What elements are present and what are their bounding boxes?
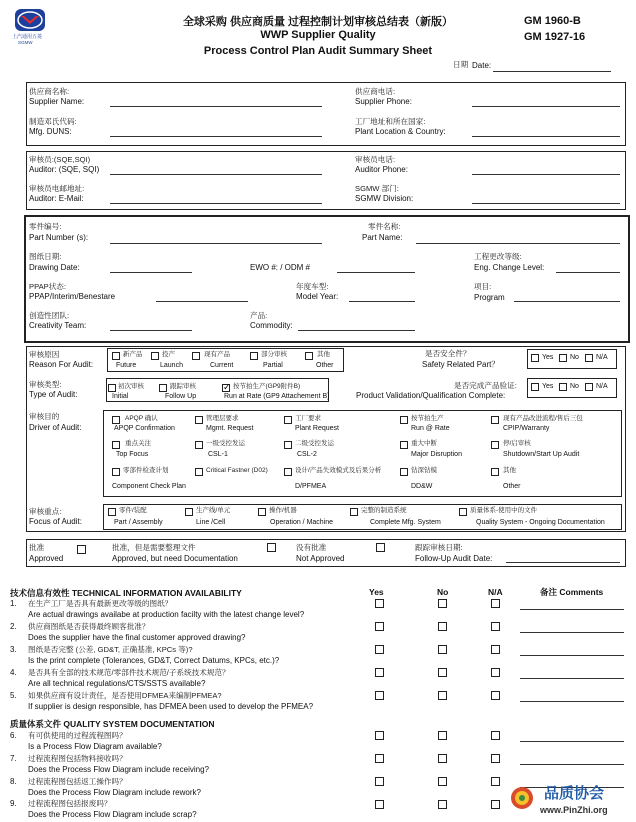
driver-apqp-checkbox[interactable] <box>112 416 120 424</box>
tech-row-4-yes[interactable] <box>375 668 384 677</box>
safety-label: Safety Related Part？ <box>422 360 500 369</box>
model-year-label: Model Year: <box>296 292 339 301</box>
quality-row-9-no[interactable] <box>438 800 447 809</box>
quality-row-9-number: 9. <box>10 799 17 808</box>
driver-ddw-checkbox[interactable] <box>400 468 408 476</box>
duns-field[interactable] <box>110 136 322 137</box>
driver-top-focus-label-cn: 重点关注 <box>125 440 151 447</box>
auditor-email-label: Auditor: E-Mail: <box>29 194 84 203</box>
ppap-label: PPAP/Interim/Benestare <box>29 292 116 301</box>
tech-row-5-comment[interactable] <box>520 701 624 702</box>
logo-en: SGMW <box>18 40 33 45</box>
duns-label: Mfg. DUNS: <box>29 127 72 136</box>
auditor-email-field[interactable] <box>110 203 322 204</box>
commodity-label-cn: 产品: <box>250 311 268 320</box>
approved-label-cn: 批准 <box>29 543 45 552</box>
auditor-phone-label-cn: 审核员电话: <box>355 155 396 164</box>
type-label-cn: 审核类型: <box>29 380 62 389</box>
team-label: Creativity Team: <box>29 321 87 330</box>
eng-change-label-cn: 工程更改等级: <box>474 252 522 261</box>
safety-na-checkbox[interactable] <box>585 354 593 362</box>
quality-row-7-en: Does the Process Flow Diagram include receiving? <box>28 765 209 774</box>
program-label-cn: 项目: <box>474 282 492 291</box>
tech-row-2-number: 2. <box>10 622 17 631</box>
focus-line-label: Line /Cell <box>196 519 226 526</box>
col-yes-header: Yes <box>369 587 384 597</box>
focus-label: Focus of Audit: <box>29 517 82 526</box>
auditor-phone-field[interactable] <box>472 174 620 175</box>
approved-doc-label-cn: 批准，但是需要整理文件 <box>112 543 196 552</box>
commodity-field[interactable] <box>298 330 415 331</box>
safety-label-cn: 是否安全件？ <box>425 349 471 358</box>
driver-csl1-label: CSL-1 <box>208 451 228 458</box>
reason-future-label: Future <box>116 362 137 369</box>
driver-dpfmea-label-cn: 设计/产品失效模式及后果分析 <box>295 467 382 474</box>
plant-location-label: Plant Location & Country: <box>355 127 446 136</box>
type-label: Type of Audit: <box>29 390 78 399</box>
driver-component-check-checkbox[interactable] <box>112 468 120 476</box>
tech-row-2-no[interactable] <box>438 622 447 631</box>
driver-csl2-checkbox[interactable] <box>284 441 292 449</box>
quality-section-title: 质量体系文件 QUALITY SYSTEM DOCUMENTATION <box>10 719 215 729</box>
type-followup-label-cn: 跟踪审核 <box>170 383 196 390</box>
focus-mfg-system-label: Complete Mfg. System <box>370 519 441 526</box>
driver-csl1-checkbox[interactable] <box>195 441 203 449</box>
driver-dpfmea-label: D/PFMEA <box>295 483 327 490</box>
tech-row-3-number: 3. <box>10 645 17 654</box>
tech-row-1-na[interactable] <box>491 599 500 608</box>
supplier-name-label-cn: 供应商名称: <box>29 87 70 96</box>
quality-row-6-comment[interactable] <box>520 741 624 742</box>
driver-other-label-cn: 其他 <box>503 467 516 474</box>
driver-csl2-label-cn: 二级受控发运 <box>295 440 334 447</box>
tech-row-2-en: Does the supplier have the final customer approved drawing? <box>28 633 246 642</box>
tech-row-5-no[interactable] <box>438 691 447 700</box>
plant-location-field[interactable] <box>472 136 620 137</box>
title-en-2: Process Control Plan Audit Summary Sheet <box>203 45 433 57</box>
tech-row-5-na[interactable] <box>491 691 500 700</box>
part-name-label-cn: 零件名称: <box>368 222 401 231</box>
driver-cpip-label-cn: 现有产品改进流程/售后三包 <box>503 415 583 422</box>
watermark-url: www.PinZhi.org <box>540 805 608 815</box>
reason-future-checkbox[interactable] <box>112 352 120 360</box>
not-approved-label: Not Approved <box>296 554 345 563</box>
validation-yes-checkbox[interactable] <box>531 383 539 391</box>
driver-disruption-label-cn: 重大中断 <box>411 440 437 447</box>
quality-row-8-number: 8. <box>10 777 17 786</box>
reason-launch-label-cn: 投产 <box>162 351 175 358</box>
approved-doc-label: Approved, but need Documentation <box>112 554 238 563</box>
driver-csl2-label: CSL-2 <box>297 451 317 458</box>
type-run-at-rate-label: Run at Rate (GP9 Attachement B) <box>224 393 330 400</box>
date-label-en: Date: <box>472 61 492 70</box>
tech-row-4-comment[interactable] <box>520 678 624 679</box>
quality-row-9-yes[interactable] <box>375 800 384 809</box>
type-followup-label: Follow Up <box>165 393 197 400</box>
tech-row-5-cn: 如果供应商有设计责任，是否使用DFMEA来编制PFMEA? <box>28 691 222 700</box>
quality-row-9-en: Does the Process Flow Diagram include scrap? <box>28 810 197 819</box>
ppap-field[interactable] <box>156 301 248 302</box>
tech-row-3-cn: 图纸是否完整 (公差, GD&T, 正确基准, KPCs 等)? <box>28 645 193 654</box>
driver-mgmt-checkbox[interactable] <box>195 416 203 424</box>
program-label: Program <box>474 293 505 302</box>
auditor-section <box>26 151 626 210</box>
tech-row-3-no[interactable] <box>438 645 447 654</box>
division-field[interactable] <box>472 203 620 204</box>
supplier-name-field[interactable] <box>110 106 322 107</box>
drawing-date-field[interactable] <box>110 272 192 273</box>
driver-label: Driver of Audit: <box>29 423 82 432</box>
quality-row-7-cn: 过程流程图包括物料接收吗？ <box>28 754 127 763</box>
tech-row-3-na[interactable] <box>491 645 500 654</box>
driver-shutdown-label-cn: 停/启审核 <box>503 440 531 447</box>
reason-launch-checkbox[interactable] <box>151 352 159 360</box>
team-label-cn: 创造性团队: <box>29 311 70 320</box>
quality-row-7-no[interactable] <box>438 754 447 763</box>
team-field[interactable] <box>110 330 192 331</box>
driver-critical-fastner-label: Critical Fastner (D02) <box>206 467 268 474</box>
validation-na-checkbox[interactable] <box>585 383 593 391</box>
col-comments-header: 备注 Comments <box>540 587 604 597</box>
type-initial-label-cn: 初次审核 <box>118 383 144 390</box>
driver-component-check-label: Component Check Plan <box>112 483 186 490</box>
reason-label: Reason For Audit: <box>29 360 94 369</box>
safety-na-label: N/A <box>596 354 608 361</box>
quality-row-6-en: Is a Process Flow Diagram available? <box>28 742 162 751</box>
model-year-field[interactable] <box>349 301 415 302</box>
safety-yes-label: Yes <box>542 354 554 361</box>
type-run-at-rate-label-cn: 按节拍生产(GP9附件B) <box>233 383 301 390</box>
followup-date-label-cn: 跟踪审核日期: <box>415 543 463 552</box>
part-name-field[interactable] <box>416 243 620 244</box>
part-name-label: Part Name: <box>362 233 403 242</box>
focus-mfg-system-label-cn: 完整的制造系统 <box>361 507 407 514</box>
reason-current-label-cn: 现有产品 <box>204 351 230 358</box>
tech-row-3-comment[interactable] <box>520 655 624 656</box>
driver-run-rate-checkbox[interactable] <box>400 416 408 424</box>
quality-row-7-number: 7. <box>10 754 17 763</box>
tech-row-1-cn: 在生产工厂是否具有最新更改等级的图纸？ <box>28 599 173 608</box>
driver-cpip-checkbox[interactable] <box>491 416 499 424</box>
tech-row-4-no[interactable] <box>438 668 447 677</box>
reason-other-checkbox[interactable] <box>305 352 313 360</box>
type-initial-checkbox[interactable] <box>108 384 116 392</box>
focus-line-checkbox[interactable] <box>185 508 193 516</box>
driver-top-focus-checkbox[interactable] <box>112 441 120 449</box>
tech-row-1-number: 1. <box>10 599 17 608</box>
focus-operation-checkbox[interactable] <box>258 508 266 516</box>
plant-location-label-cn: 工厂地址和所在国家: <box>355 117 426 126</box>
validation-no-checkbox[interactable] <box>559 383 567 391</box>
validation-no-label: No <box>570 383 579 390</box>
focus-quality-system-checkbox[interactable] <box>459 508 467 516</box>
driver-run-rate-label: Run @ Rate <box>411 425 450 432</box>
supplier-name-label: Supplier Name: <box>29 97 85 106</box>
tech-row-4-en: Are all technical regulations/CTS/SSTS available? <box>28 679 206 688</box>
reason-current-label: Current <box>210 362 234 369</box>
tech-row-2-yes[interactable] <box>375 622 384 631</box>
driver-mgmt-label-cn: 管理层要求 <box>206 415 239 422</box>
driver-disruption-checkbox[interactable] <box>400 441 408 449</box>
driver-mgmt-label: Mgmt. Request <box>206 425 254 432</box>
driver-other-label: Other <box>503 483 521 490</box>
auditor-field[interactable] <box>110 174 322 175</box>
part-number-field[interactable] <box>110 243 322 244</box>
driver-csl1-label-cn: 一级受控发运 <box>206 440 245 447</box>
type-initial-label: Initial <box>112 393 129 400</box>
validation-na-label: N/A <box>596 383 608 390</box>
followup-date-label: Follow-Up Audit Date: <box>415 554 493 563</box>
driver-ddw-label-cn: 钻深钻模 <box>411 467 437 474</box>
driver-ddw-label: DD&W <box>411 483 433 490</box>
validation-yes-label: Yes <box>542 383 554 390</box>
part-number-label-cn: 零件编号: <box>29 222 62 231</box>
safety-no-label: No <box>570 354 579 361</box>
reason-partial-label: Partial <box>263 362 283 369</box>
reason-label-cn: 审核原因 <box>29 350 60 359</box>
drawing-date-label: Drawing Date: <box>29 263 80 272</box>
driver-cpip-label: CPIP/Warranty <box>503 425 550 432</box>
validation-label-cn: 是否完成产品验证: <box>454 381 517 390</box>
quality-row-6-number: 6. <box>10 731 17 740</box>
eng-change-field[interactable] <box>556 272 620 273</box>
driver-component-check-label-cn: 零部件检查计划 <box>123 467 169 474</box>
auditor-email-label-cn: 审核员电邮地址: <box>29 184 85 193</box>
driver-top-focus-label: Top Focus <box>116 451 149 458</box>
part-section <box>24 215 630 343</box>
supplier-phone-label: Supplier Phone: <box>355 97 412 106</box>
tech-row-1-yes[interactable] <box>375 599 384 608</box>
type-run-at-rate-checkbox[interactable] <box>222 384 230 392</box>
reason-future-label-cn: 新产品 <box>123 351 143 358</box>
watermark-cn: 品质协会 <box>544 785 605 802</box>
tech-section-title: 技术信息有效性 TECHNICAL INFORMATION AVAILABILITY <box>10 588 242 598</box>
focus-operation-label: Operation / Machine <box>270 519 334 526</box>
not-approved-label-cn: 没有批准 <box>296 543 327 552</box>
driver-shutdown-checkbox[interactable] <box>491 441 499 449</box>
validation-label: Product Validation/Qualification Complete: <box>356 391 506 400</box>
driver-critical-fastner-checkbox[interactable] <box>195 468 203 476</box>
tech-row-1-comment[interactable] <box>520 609 624 610</box>
quality-row-8-cn: 过程流程图包括返工操作吗？ <box>28 777 127 786</box>
quality-row-6-yes[interactable] <box>375 731 384 740</box>
part-number-label: Part Number (s): <box>29 233 89 242</box>
driver-plant-checkbox[interactable] <box>284 416 292 424</box>
quality-row-8-en: Does the Process Flow Diagram include rework? <box>28 788 201 797</box>
auditor-label: Auditor: (SQE, SQI) <box>29 165 100 174</box>
col-no-header: No <box>437 587 449 597</box>
commodity-label: Commodity: <box>250 321 293 330</box>
supplier-phone-field[interactable] <box>472 106 620 107</box>
quality-row-8-yes[interactable] <box>375 777 384 786</box>
date-label-cn: 日期 <box>453 60 469 69</box>
eng-change-label: Eng. Change Level: <box>474 263 545 272</box>
focus-part-label-cn: 零件/装配 <box>119 507 147 514</box>
ewo-label: EWO #: / ODM # <box>250 263 311 272</box>
program-field[interactable] <box>514 301 620 302</box>
approved-doc-checkbox[interactable] <box>267 543 276 552</box>
col-na-header: N/A <box>488 587 503 597</box>
quality-row-8-na[interactable] <box>491 777 500 786</box>
drawing-date-label-cn: 图纸日期: <box>29 252 62 261</box>
driver-label-cn: 审核目的 <box>29 412 60 421</box>
form-code-2: GM 1927-16 <box>524 31 586 43</box>
auditor-phone-label: Auditor Phone: <box>355 165 408 174</box>
focus-part-label: Part / Assembly <box>114 519 163 526</box>
auditor-label-cn: 审核员:(SQE,SQI) <box>29 155 91 164</box>
followup-date-field[interactable] <box>506 562 620 563</box>
tech-row-4-cn: 是否具有全部的技术规范/零部件技术规范/子系统技术规范？ <box>28 668 230 677</box>
quality-row-9-cn: 过程流程图包括报废吗？ <box>28 799 112 808</box>
tech-row-5-number: 5. <box>10 691 17 700</box>
duns-label-cn: 制造邓氏代码: <box>29 117 77 126</box>
title-cn: 全球采购 供应商质量 过程控制计划审核总结表（新版） <box>182 16 454 28</box>
tech-row-5-en: If supplier is design responsible, has DFMEA been used to develop the PFMEA? <box>28 702 314 711</box>
focus-label-cn: 审核重点: <box>29 507 62 516</box>
logo-cn: 上汽通用五菱 <box>12 34 43 40</box>
focus-part-checkbox[interactable] <box>108 508 116 516</box>
quality-row-6-cn: 有可供使用的过程流程图吗？ <box>28 731 127 740</box>
tech-row-2-na[interactable] <box>491 622 500 631</box>
safety-no-checkbox[interactable] <box>559 354 567 362</box>
quality-row-8-no[interactable] <box>438 777 447 786</box>
driver-other-checkbox[interactable] <box>491 468 499 476</box>
tech-row-2-cn: 供应商图纸是否获得最终顾客批准？ <box>28 622 150 631</box>
focus-quality-system-label: Quality System - Ongoing Documentation <box>476 519 605 526</box>
focus-quality-system-label-cn: 质量体系-使用中的文件 <box>470 507 538 514</box>
quality-row-7-yes[interactable] <box>375 754 384 763</box>
driver-apqp-label: APQP Confirmation <box>114 425 175 432</box>
reason-partial-label-cn: 部分审核 <box>261 351 287 358</box>
quality-row-7-comment[interactable] <box>520 764 624 765</box>
approved-label: Approved <box>29 554 64 563</box>
tech-row-1-no[interactable] <box>438 599 447 608</box>
type-followup-checkbox[interactable] <box>159 384 167 392</box>
supplier-phone-label-cn: 供应商电话: <box>355 87 396 96</box>
not-approved-checkbox[interactable] <box>376 543 385 552</box>
division-label: SGMW Division: <box>355 194 414 203</box>
driver-run-rate-label-cn: 按节拍生产 <box>411 415 444 422</box>
division-label-cn: SGMW 部门: <box>355 184 399 193</box>
driver-shutdown-label: Shutdown/Start Up Audit <box>503 451 580 458</box>
quality-row-6-no[interactable] <box>438 731 447 740</box>
tech-row-4-number: 4. <box>10 668 17 677</box>
tech-row-5-yes[interactable] <box>375 691 384 700</box>
quality-row-9-na[interactable] <box>491 800 500 809</box>
focus-mfg-system-checkbox[interactable] <box>350 508 358 516</box>
tech-row-1-en: Are actual drawings availabe at production facilty with the latest change level? <box>28 610 305 619</box>
driver-plant-label-cn: 工厂要求 <box>295 415 321 422</box>
quality-row-7-na[interactable] <box>491 754 500 763</box>
driver-disruption-label: Major Disruption <box>411 451 462 458</box>
title-en-1: WWP Supplier Quality <box>260 29 376 41</box>
tech-row-3-yes[interactable] <box>375 645 384 654</box>
approved-checkbox[interactable] <box>77 545 86 554</box>
driver-apqp-label-cn: APQP 确认 <box>125 415 158 422</box>
ppap-label-cn: PPAP状态: <box>29 282 66 291</box>
reason-launch-label: Launch <box>160 362 183 369</box>
reason-current-checkbox[interactable] <box>192 352 200 360</box>
ewo-field[interactable] <box>337 272 415 273</box>
focus-operation-label-cn: 操作/机器 <box>269 507 297 514</box>
tech-row-4-na[interactable] <box>491 668 500 677</box>
reason-other-label-cn: 其他 <box>317 351 330 358</box>
reason-other-label: Other <box>316 362 334 369</box>
model-year-label-cn: 年度车型: <box>296 282 329 291</box>
form-code-1: GM 1960-B <box>524 15 581 27</box>
tech-row-3-en: Is the print complete (Tolerances, GD&T, Correct Datums, KPCs, etc.)? <box>28 656 280 665</box>
driver-plant-label: Plant Request <box>295 425 339 432</box>
safety-yes-checkbox[interactable] <box>531 354 539 362</box>
driver-dpfmea-checkbox[interactable] <box>284 468 292 476</box>
tech-row-2-comment[interactable] <box>520 632 624 633</box>
date-field[interactable] <box>493 71 611 72</box>
reason-partial-checkbox[interactable] <box>250 352 258 360</box>
quality-row-6-na[interactable] <box>491 731 500 740</box>
watermark-logo <box>510 786 534 810</box>
focus-line-label-cn: 生产线/单元 <box>196 507 231 514</box>
